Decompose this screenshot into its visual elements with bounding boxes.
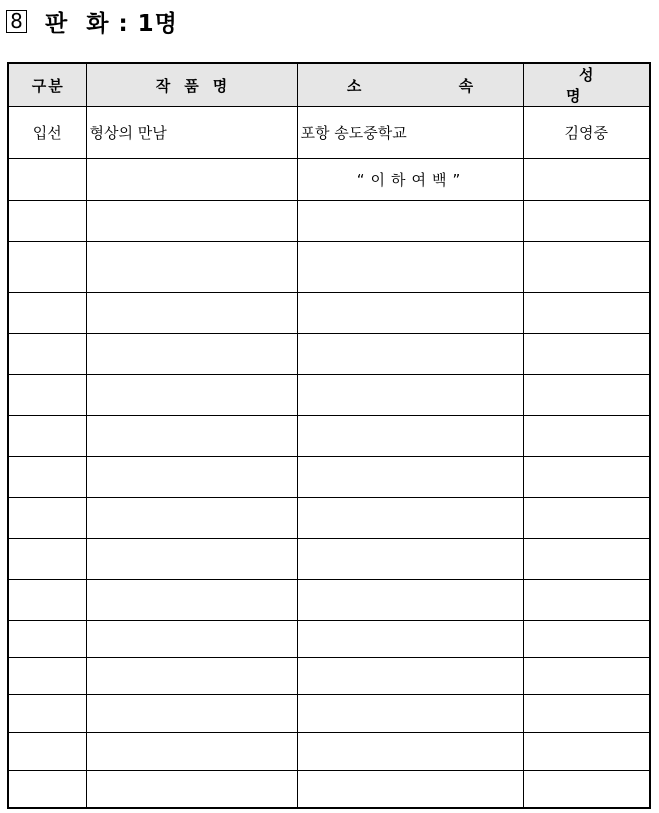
table-row [8,375,650,416]
table-row [8,658,650,695]
cell-category [8,580,86,621]
cell-category [8,334,86,375]
cell-affiliation [297,580,523,621]
table-row [8,733,650,771]
table-header-row [8,63,650,107]
table-row [8,416,650,457]
cell-category [8,159,86,201]
cell-name [523,201,650,242]
cell-name: 김영중 [523,107,650,159]
table-row [8,695,650,733]
cell-affiliation [297,375,523,416]
cell-name [523,242,650,293]
table-row [8,771,650,808]
table-row [8,498,650,539]
cell-affiliation [297,771,523,808]
header-name: 성 명 [523,63,650,107]
cell-work-title: 형상의 만남 [86,107,297,159]
cell-name [523,621,650,658]
table-row [8,293,650,334]
cell-name [523,159,650,201]
cell-name [523,539,650,580]
cell-work-title [86,621,297,658]
cell-category [8,293,86,334]
table-row [8,159,650,201]
cell-name [523,771,650,808]
cell-category [8,375,86,416]
cell-affiliation [297,621,523,658]
cell-category [8,658,86,695]
cell-category [8,498,86,539]
cell-name [523,457,650,498]
cell-affiliation [297,416,523,457]
cell-affiliation [297,293,523,334]
cell-work-title [86,457,297,498]
cell-work-title [86,580,297,621]
header-work-title: 작품명 [86,63,297,107]
table-row [8,107,650,159]
table-row [8,580,650,621]
cell-work-title [86,242,297,293]
cell-work-title [86,771,297,808]
cell-work-title [86,293,297,334]
section-title-text: 판 화 : 1명 [45,10,178,37]
cell-work-title [86,416,297,457]
cell-name [523,498,650,539]
cell-work-title [86,539,297,580]
cell-affiliation [297,695,523,733]
section-title [6,5,178,37]
cell-category [8,771,86,808]
cell-name [523,695,650,733]
cell-affiliation [297,658,523,695]
cell-category [8,621,86,658]
table-row [8,621,650,658]
cell-category [8,539,86,580]
cell-affiliation [297,201,523,242]
table-row [8,457,650,498]
cell-affiliation: 포항 송도중학교 [297,107,523,159]
cell-name [523,580,650,621]
cell-affiliation [297,498,523,539]
cell-affiliation [297,334,523,375]
cell-name [523,375,650,416]
cell-affiliation [297,733,523,771]
cell-category [8,733,86,771]
cell-name [523,658,650,695]
cell-work-title [86,658,297,695]
cell-affiliation [297,539,523,580]
cell-category [8,201,86,242]
cell-name [523,334,650,375]
table-row [8,539,650,580]
cell-category [8,416,86,457]
cell-work-title [86,159,297,201]
cell-work-title [86,695,297,733]
cell-category [8,242,86,293]
table-row [8,334,650,375]
header-affiliation: 소 속 [297,63,523,107]
cell-name [523,733,650,771]
cell-work-title [86,498,297,539]
cell-work-title [86,201,297,242]
cell-work-title [86,334,297,375]
cell-work-title [86,375,297,416]
cell-category [8,457,86,498]
table-row [8,201,650,242]
cell-work-title [86,733,297,771]
cell-name [523,416,650,457]
section-number-box: 8 [6,10,27,33]
below-blank-note: “이하여백” [297,159,523,201]
award-table [7,62,651,809]
cell-affiliation [297,457,523,498]
cell-category: 입선 [8,107,86,159]
cell-category [8,695,86,733]
header-category: 구분 [8,63,86,107]
cell-name [523,293,650,334]
table-row [8,242,650,293]
cell-affiliation [297,242,523,293]
